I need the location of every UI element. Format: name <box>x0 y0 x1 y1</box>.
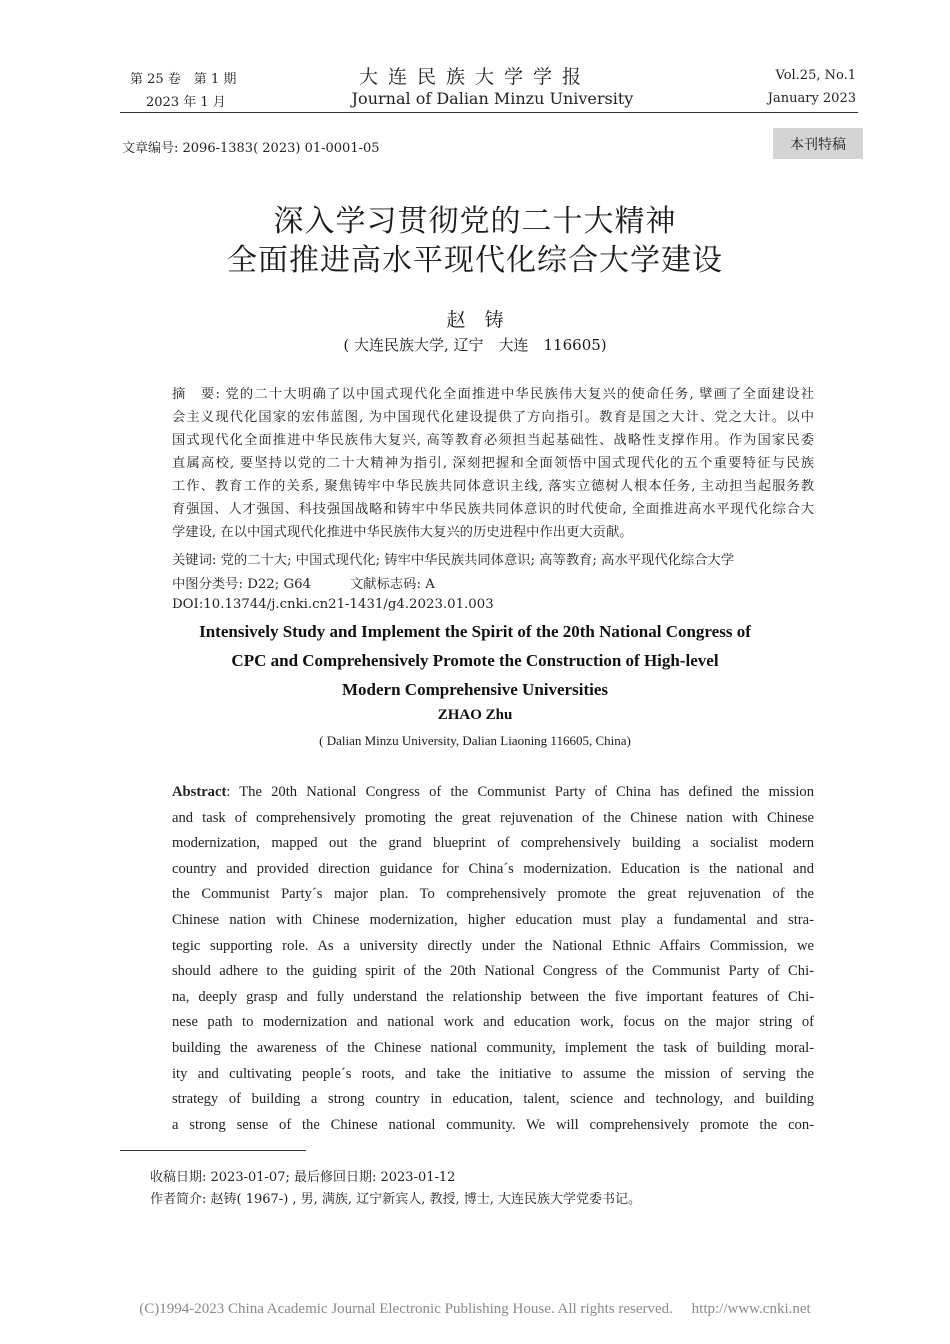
abstract-cn-line: 工作、教育工作的关系, 聚焦铸牢中华民族共同体意识主线, 落实立德树人根本任务, 主动担当起服务教 <box>172 479 814 494</box>
abstract-cn-line: 摘 要: 党的二十大明确了以中国式现代化全面推进中华民族伟大复兴的使命任务, 擘画了全面建设社 <box>172 387 814 402</box>
volume-issue-cn: 第 25 卷 第 1 期 <box>130 72 237 87</box>
abstract-cn-line: 育强国、人才强国、科技强国战略和铸牢中华民族共同体意识的时代使命, 全面推进高水平现代化综合大 <box>172 502 814 517</box>
abstract-en-line: and task of comprehensively promoting the great rejuvenation of the Chinese nation with Chinese <box>172 809 814 826</box>
abstract-en-line: a strong sense of the Chinese national community. We will comprehensively promote the con- <box>172 1116 814 1133</box>
abstract-en-line: tegic supporting role. As a university directly under the National Ethnic Affairs Commission, we <box>172 937 814 954</box>
abstract-en-line: strategy of building a strong country in education, talent, science and technology, and building <box>172 1091 814 1108</box>
abstract-en-line: country and provided direction guidance for China´s modernization. Education is the national and <box>172 860 814 877</box>
abstract-cn-line: 会主义现代化国家的宏伟蓝图, 为中国现代化建设提供了方向指引。教育是国之大计、党之大计。以中 <box>172 410 814 425</box>
abstract-en <box>172 780 814 1138</box>
abstract-en-line: Abstract: The 20th National Congress of the Communist Party of China has defined the mission <box>172 784 814 800</box>
volume-issue-en: Vol.25, No.1 <box>775 68 856 83</box>
abstract-en-line: na, deeply grasp and fully understand the relationship between the five important features of Chi- <box>172 988 814 1005</box>
title-cn-line-2: 全面推进高水平现代化综合大学建设 <box>227 243 723 278</box>
doi: DOI:10.13744/j.cnki.cn21-1431/g4.2023.01.003 <box>172 597 494 612</box>
received-date: 收稿日期: 2023-01-07; 最后修回日期: 2023-01-12 <box>150 1170 456 1185</box>
abstract-en-line: should adhere to the guiding spirit of the 20th National Congress of the Communist Party of Chi- <box>172 963 814 980</box>
journal-title-cn: 大连民族大学学报 <box>358 66 591 88</box>
article-number: 文章编号: 2096-1383( 2023) 01-0001-05 <box>122 141 380 156</box>
author-cn: 赵 铸 <box>446 309 504 331</box>
journal-title-en: Journal of Dalian Minzu University <box>351 89 634 108</box>
cnki-copyright: (C)1994-2023 China Academic Journal Electronic Publishing House. All rights reserved. http://www.cnki.net <box>139 1301 811 1317</box>
author-en: ZHAO Zhu <box>437 707 513 723</box>
title-en-line-1: Intensively Study and Implement the Spirit of the 20th National Congress of <box>199 622 751 641</box>
keywords-cn: 关键词: 党的二十大; 中国式现代化; 铸牢中华民族共同体意识; 高等教育; 高水平现代化综合大学 <box>172 553 735 568</box>
abstract-en-line: Chinese nation with Chinese modernization, higher education must play a fundamental and stra- <box>172 911 814 928</box>
title-en-line-2: CPC and Comprehensively Promote the Construction of High-level <box>231 651 719 670</box>
abstract-en-line: the Communist Party´s major plan. To comprehensively promote the great rejuvenation of the <box>172 886 814 903</box>
document-code: 文献标志码: A <box>350 577 435 592</box>
affiliation-en: ( Dalian Minzu University, Dalian Liaoning 116605, China) <box>319 733 631 748</box>
title-cn-line-1: 深入学习贯彻党的二十大精神 <box>273 204 677 239</box>
abstract-cn <box>172 383 814 544</box>
author-bio: 作者简介: 赵铸( 1967-) , 男, 满族, 辽宁新宾人, 教授, 博士, 大连民族大学党委书记。 <box>150 1192 641 1207</box>
footnote-rule <box>120 1150 306 1151</box>
date-cn: 2023 年 1 月 <box>146 95 226 110</box>
title-en-line-3: Modern Comprehensive Universities <box>342 680 608 699</box>
abstract-cn-line: 学建设, 在以中国式现代化推进中华民族伟大复兴的历史进程中作出更大贡献。 <box>172 525 633 540</box>
abstract-en-line: ity and cultivating people´s roots, and take the initiative to assume the mission of serving the <box>172 1065 814 1082</box>
abstract-en-line: modernization, mapped out the grand blueprint of comprehensively building a socialist modern <box>172 835 814 852</box>
abstract-cn-line: 直属高校, 要坚持以党的二十大精神为指引, 深刻把握和全面领悟中国式现代化的五个重要特征与民族 <box>172 456 814 471</box>
clc-number: 中图分类号: D22; G64 <box>172 577 312 592</box>
header-rule <box>120 112 858 113</box>
special-article-badge: 本刊特稿 <box>773 128 863 159</box>
abstract-en-line: nese path to modernization and national work and education work, focus on the major string of <box>172 1014 814 1031</box>
abstract-en-label: Abstract <box>172 784 227 800</box>
abstract-en-line: building the awareness of the Chinese national community, implement the task of building moral- <box>172 1039 814 1056</box>
date-en: January 2023 <box>767 91 856 106</box>
abstract-cn-line: 国式现代化全面推进中华民族伟大复兴, 高等教育必须担当起基础性、战略性支撑作用。作为国家民委 <box>172 433 814 448</box>
affiliation-cn: ( 大连民族大学, 辽宁 大连 116605) <box>343 336 607 354</box>
